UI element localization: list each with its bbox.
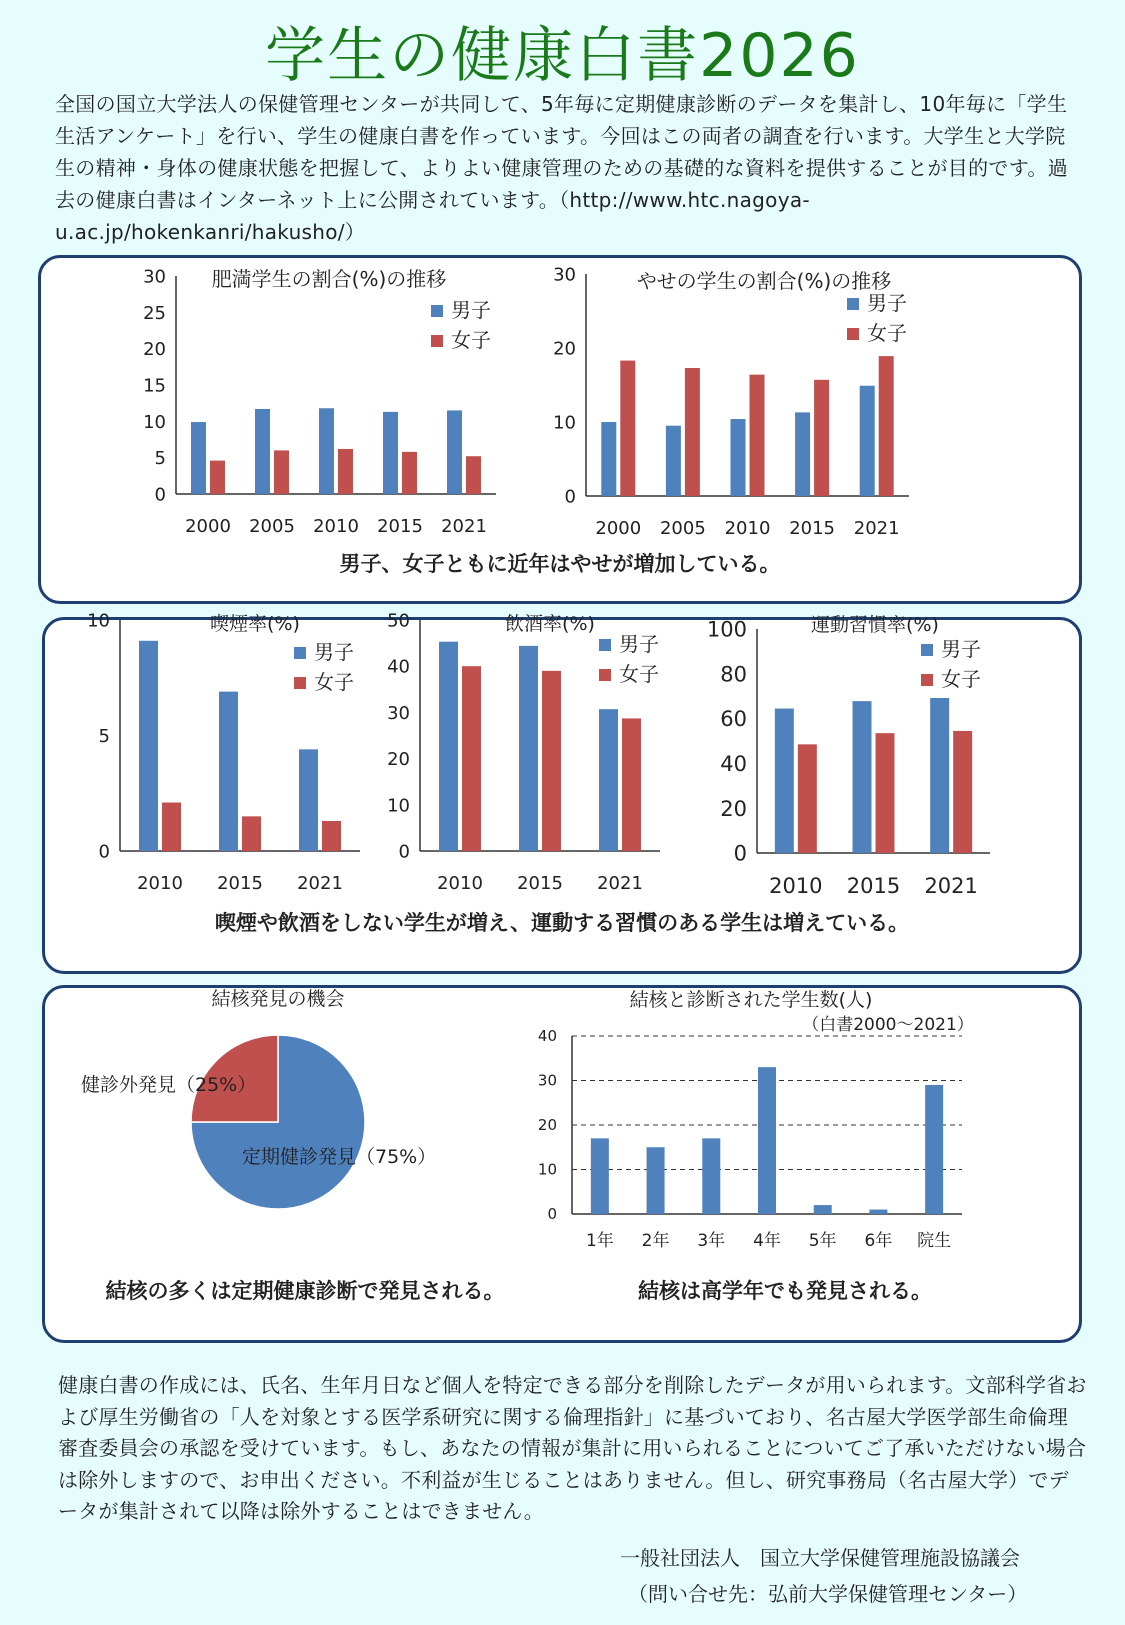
panel3-caption-right: 結核は高学年でも発見される。 — [638, 1279, 932, 1303]
thin-bar-male-2000 — [601, 422, 616, 496]
panel-tuberculosis — [42, 985, 1082, 1343]
smoking-legend-label: 男子 — [314, 640, 354, 664]
obesity-x-tick-label: 2005 — [249, 516, 295, 537]
exercise-y-tick-label: 80 — [720, 662, 747, 687]
obesity-legend-label: 男子 — [451, 298, 491, 322]
exercise-y-tick-label: 0 — [733, 841, 747, 866]
obesity-bar-male-2005 — [255, 409, 270, 494]
panel-lifestyle — [42, 610, 1082, 974]
tb-pie-label-0: 定期健診発見（75%） — [242, 1146, 437, 1168]
obesity-title: 肥満学生の割合(%)の推移 — [211, 267, 447, 291]
obesity-y-tick-label: 10 — [143, 411, 166, 433]
drinking-bar-male-2015 — [519, 646, 538, 851]
drinking-bar-male-2010 — [439, 642, 458, 851]
obesity-y-tick-label: 25 — [143, 302, 166, 324]
tb-bar-y-tick-label: 0 — [547, 1205, 557, 1223]
thin-y-tick-label: 20 — [553, 338, 576, 360]
tb-bar-x-tick-label: 4年 — [753, 1231, 781, 1251]
smoking-legend-swatch — [294, 677, 306, 689]
thin-bar-female-2021 — [879, 356, 894, 496]
obesity-bar-female-2000 — [210, 461, 225, 494]
exercise-title: 運動習慣率(%) — [811, 614, 939, 636]
tb-bar-院生 — [925, 1085, 943, 1214]
obesity-y-tick-label: 5 — [154, 448, 166, 470]
tb-bar-x-tick-label: 1年 — [585, 1231, 614, 1251]
drinking-y-tick-label: 50 — [387, 610, 410, 632]
drinking-y-tick-label: 0 — [398, 841, 410, 863]
smoking-x-tick-label: 2021 — [297, 873, 343, 894]
exercise-y-tick-label: 100 — [706, 617, 747, 642]
panel1-caption: 男子、女子ともに近年はやせが増加している。 — [339, 552, 781, 576]
drinking-bar-male-2021 — [599, 709, 618, 851]
obesity-legend-label: 女子 — [451, 328, 491, 352]
obesity-y-tick-label: 20 — [143, 339, 166, 361]
exercise-bar-female-2015 — [876, 733, 895, 853]
tb-bar-x-tick-label: 院生 — [917, 1231, 952, 1251]
obesity-bar-female-2010 — [338, 449, 353, 494]
drinking-legend-label: 女子 — [619, 662, 659, 686]
exercise-bar-male-2021 — [930, 698, 949, 853]
exercise-x-tick-label: 2010 — [769, 874, 823, 898]
tb-bar-3年 — [702, 1138, 720, 1214]
obesity-y-tick-label: 0 — [154, 484, 166, 506]
page-title: 学生の健康白書2026 — [265, 21, 860, 91]
panel2-caption: 喫煙や飲酒をしない学生が増え、運動する習慣のある学生は増えている。 — [214, 911, 910, 935]
exercise-y-tick-label: 20 — [720, 796, 747, 821]
thin-legend-swatch — [847, 328, 859, 340]
obesity-y-tick-label: 15 — [143, 375, 166, 397]
drinking-bar-female-2010 — [462, 666, 481, 851]
footer-text: 健康白書の作成には、氏名、生年月日など個人を特定できる部分を削除したデータが用いられます。文部科学省および厚生労働省の「人を対象とする医学系研究に関する倫理指針」に基づいており、名古屋大学医学部生命倫理審査委員会の承認を受けています。もし、あなたの情報が集計に用いられることについてご了承いただけない場合は除外しますので、お申出ください。不利益が生じることはありません。但し、研究事務局（名古屋大学）でデータが集計されて以降は除外することはできません。 — [58, 1373, 1087, 1523]
thin-x-tick-label: 2005 — [659, 518, 706, 539]
drinking-bar-female-2015 — [542, 671, 561, 851]
obesity-y-tick-label: 30 — [143, 266, 166, 288]
drinking-y-tick-label: 30 — [387, 702, 410, 724]
drinking-legend-swatch — [599, 669, 611, 681]
smoking-bar-female-2015 — [242, 816, 261, 851]
thin-bar-female-2005 — [685, 368, 700, 496]
obesity-bar-male-2021 — [447, 410, 462, 494]
exercise-legend-swatch — [921, 644, 933, 656]
exercise-bar-female-2010 — [798, 744, 817, 853]
drinking-bar-female-2021 — [622, 718, 641, 851]
smoking-bar-male-2015 — [219, 692, 238, 851]
thin-legend-label: 女子 — [867, 321, 907, 345]
obesity-legend-swatch — [431, 305, 443, 317]
exercise-x-tick-label: 2015 — [846, 874, 901, 898]
smoking-legend-swatch — [294, 647, 306, 659]
smoking-x-tick-label: 2010 — [137, 873, 183, 894]
smoking-bar-female-2010 — [162, 802, 181, 851]
thin-y-tick-label: 0 — [564, 486, 576, 508]
obesity-bar-female-2005 — [274, 450, 289, 494]
thin-bar-male-2005 — [666, 426, 681, 496]
obesity-bar-male-2010 — [319, 408, 334, 494]
smoking-legend-label: 女子 — [314, 670, 354, 694]
drinking-x-tick-label: 2010 — [437, 873, 483, 894]
tb-bar-title: 結核と診断された学生数(人) — [629, 989, 873, 1011]
tb-bar-y-tick-label: 10 — [537, 1160, 557, 1179]
panel-body-weight — [38, 255, 1082, 604]
thin-bar-female-2010 — [750, 375, 765, 496]
obesity-bar-female-2015 — [402, 452, 417, 494]
smoking-y-tick-label: 10 — [87, 610, 110, 632]
thin-bar-female-2015 — [814, 380, 829, 496]
thin-bar-female-2000 — [620, 361, 635, 496]
thin-bar-male-2010 — [731, 419, 746, 496]
thin-y-tick-label: 10 — [553, 412, 576, 434]
thin-legend-label: 男子 — [867, 291, 907, 315]
exercise-legend-label: 男子 — [941, 637, 981, 661]
obesity-x-tick-label: 2010 — [313, 516, 359, 537]
drinking-y-tick-label: 20 — [387, 749, 410, 771]
tb-pie-label-1: 健診外発見（25%） — [81, 1074, 257, 1096]
exercise-legend-swatch — [921, 674, 933, 686]
tb-bar-y-tick-label: 30 — [537, 1071, 557, 1090]
tb-bar-x-tick-label: 6年 — [864, 1231, 893, 1251]
drinking-title: 飲酒率(%) — [505, 613, 595, 635]
tb-bar-y-tick-label: 40 — [537, 1027, 557, 1045]
obesity-x-tick-label: 2021 — [441, 516, 487, 537]
tb-bar-y-tick-label: 20 — [537, 1116, 557, 1134]
obesity-legend-swatch — [431, 335, 443, 347]
obesity-bar-male-2000 — [191, 422, 206, 494]
tb-bar-x-tick-label: 2年 — [641, 1231, 670, 1251]
drinking-y-tick-label: 40 — [387, 656, 410, 678]
obesity-x-tick-label: 2000 — [185, 516, 231, 537]
thin-bar-male-2015 — [795, 412, 810, 496]
tb-bar-x-tick-label: 3年 — [697, 1231, 726, 1251]
tb-bar-4年 — [758, 1067, 776, 1214]
thin-x-tick-label: 2000 — [595, 518, 642, 539]
drinking-x-tick-label: 2015 — [517, 873, 563, 894]
smoking-bar-female-2021 — [322, 821, 341, 851]
tb-bar-1年 — [591, 1138, 609, 1214]
smoking-title: 喫煙率(%) — [210, 613, 300, 635]
thin-title: やせの学生の割合(%)の推移 — [636, 269, 892, 293]
smoking-bar-male-2021 — [299, 749, 318, 851]
panel3-caption-left: 結核の多くは定期健康診断で発見される。 — [105, 1279, 505, 1303]
tb-bar-subtitle: （白書2000〜2021） — [802, 1015, 974, 1035]
obesity-x-tick-label: 2015 — [377, 516, 423, 537]
tb-pie-title: 結核発見の機会 — [211, 988, 345, 1010]
thin-x-tick-label: 2010 — [724, 518, 771, 539]
exercise-bar-male-2010 — [775, 709, 794, 853]
signature-contact: （問い合せ先：弘前大学保健管理センター） — [628, 1582, 1028, 1606]
obesity-bar-male-2015 — [383, 412, 398, 494]
exercise-x-tick-label: 2021 — [924, 874, 978, 898]
tb-bar-6年 — [869, 1210, 887, 1214]
drinking-x-tick-label: 2021 — [597, 873, 643, 894]
smoking-y-tick-label: 5 — [98, 725, 110, 747]
smoking-bar-male-2010 — [139, 641, 158, 851]
exercise-legend-label: 女子 — [941, 667, 981, 691]
drinking-y-tick-label: 10 — [387, 795, 410, 817]
signature-org: 一般社団法人 国立大学保健管理施設協議会 — [620, 1546, 1020, 1570]
intro-text: 全国の国立大学法人の保健管理センターが共同して、5年毎に定期健康診断のデータを集計し、10年毎に「学生生活アンケート」を行い、学生の健康白書を作っています。今回はこの両者の調査を行います。大学生と大学院生の精神・身体の健康状態を把握して、よりよい健康管理のための基礎的な資料を提供することが目的です。過去の健康白書はインターネット上に公開されています。（http://www.htc.nagoya-u.ac.jp/hokenkanri/hakusho/） — [55, 92, 1068, 244]
exercise-bar-female-2021 — [953, 731, 972, 853]
exercise-y-tick-label: 40 — [720, 751, 747, 776]
exercise-bar-male-2015 — [853, 701, 872, 853]
thin-legend-swatch — [847, 298, 859, 310]
drinking-legend-label: 男子 — [619, 632, 659, 656]
thin-bar-male-2021 — [860, 386, 875, 496]
tb-bar-2年 — [647, 1147, 665, 1214]
thin-y-tick-label: 30 — [553, 264, 576, 286]
thin-x-tick-label: 2015 — [789, 518, 836, 539]
tb-bar-5年 — [814, 1205, 832, 1214]
exercise-y-tick-label: 60 — [720, 707, 747, 732]
thin-x-tick-label: 2021 — [853, 518, 900, 539]
obesity-bar-female-2021 — [466, 456, 481, 494]
smoking-y-tick-label: 0 — [98, 841, 110, 863]
tb-bar-x-tick-label: 5年 — [808, 1231, 837, 1251]
smoking-x-tick-label: 2015 — [217, 873, 263, 894]
drinking-legend-swatch — [599, 639, 611, 651]
